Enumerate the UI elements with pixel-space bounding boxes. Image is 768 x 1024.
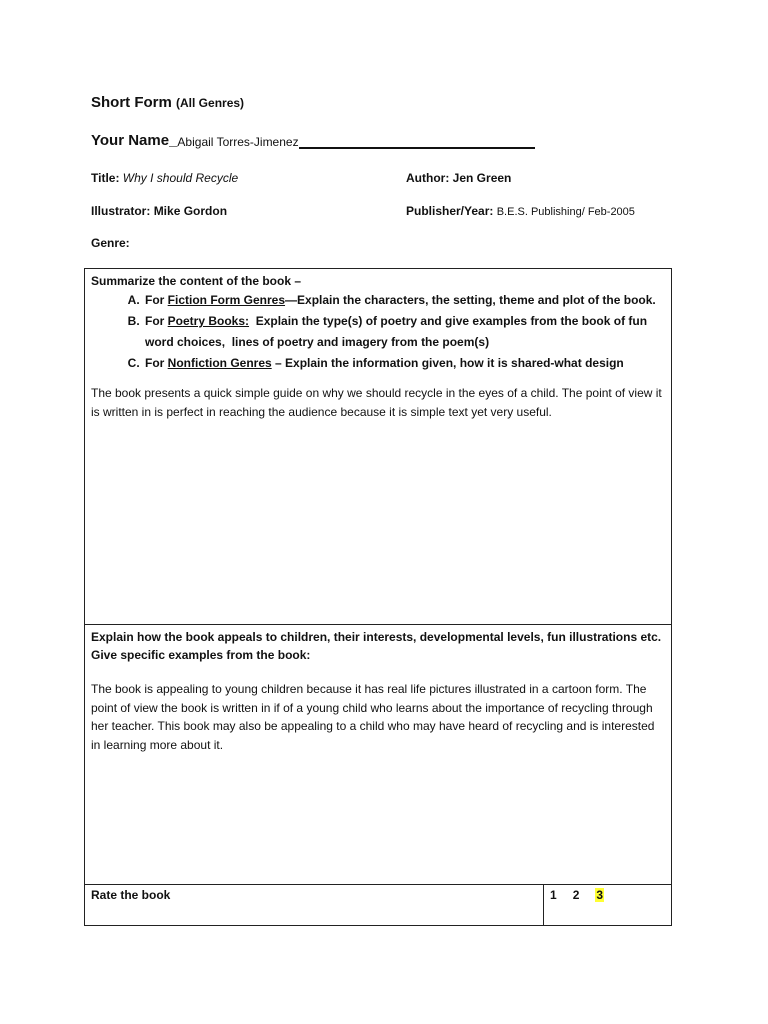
illustrator-label: Illustrator:	[91, 204, 151, 218]
summary-answer[interactable]: The book presents a quick simple guide on why we should recycle in the eyes of a child. The point of view it is written in is perfect in reaching the audience because it is simple text yet very useful.	[91, 386, 662, 419]
rating-option-1[interactable]: 1	[550, 888, 557, 902]
review-table	[84, 268, 672, 926]
form-title	[91, 94, 244, 111]
rate-options-cell	[544, 885, 672, 926]
appeal-heading: Explain how the book appeals to children, their interests, developmental levels, fun illustrations etc. Give specific examples from the book:	[91, 630, 662, 662]
rating-option-2[interactable]: 2	[572, 888, 580, 902]
name-label: Your Name_	[91, 132, 178, 149]
genre-options-list	[91, 290, 665, 374]
option-nonfiction: C. For Nonfiction Genres – Explain the information given, how it is shared-what design	[143, 353, 665, 374]
title-value[interactable]: Why I should Recycle	[122, 171, 239, 185]
form-subtitle: (All Genres)	[176, 96, 245, 110]
rate-label: Rate the book	[91, 888, 171, 902]
publisher-field	[406, 204, 635, 218]
rating-options	[550, 888, 665, 902]
illustrator-value[interactable]: Mike Gordon	[153, 204, 228, 218]
name-value[interactable]: Abigail Torres-Jimenez	[177, 135, 299, 149]
option-fiction: A. For Fiction Form Genres—Explain the characters, the setting, theme and plot of the book.	[143, 290, 665, 311]
publisher-label: Publisher/Year:	[406, 204, 494, 218]
summary-cell[interactable]	[85, 269, 672, 625]
illustrator-field	[91, 204, 227, 218]
author-field	[406, 171, 511, 185]
option-poetry: B. For Poetry Books: Explain the type(s) of poetry and give examples from the book of fun word choices, lines of poetry and imagery from the poem(s)	[143, 311, 665, 353]
genre-label: Genre:	[91, 236, 130, 250]
rating-option-3-selected[interactable]: 3	[596, 888, 604, 902]
form-title-text: Short Form	[91, 94, 172, 111]
author-value[interactable]: Jen Green	[452, 171, 512, 185]
title-field	[91, 171, 238, 185]
appeal-answer[interactable]: The book is appealing to young children because it has real life pictures illustrated in a cartoon form. The point of view the book is written in if of a young child who learns about the importance of recycling through her teacher. This book may also be appealing to a child who may have heard of recycling and is interested in learning more about it.	[91, 682, 655, 752]
publisher-value[interactable]: B.E.S. Publishing/ Feb-2005	[496, 206, 635, 218]
rate-label-cell	[85, 885, 544, 926]
genre-field	[91, 236, 130, 250]
name-row	[91, 132, 535, 149]
appeal-cell[interactable]	[85, 625, 672, 885]
author-label: Author:	[406, 171, 450, 185]
summary-heading: Summarize the content of the book –	[91, 274, 302, 288]
title-label: Title:	[91, 171, 120, 185]
name-underline	[299, 133, 535, 149]
